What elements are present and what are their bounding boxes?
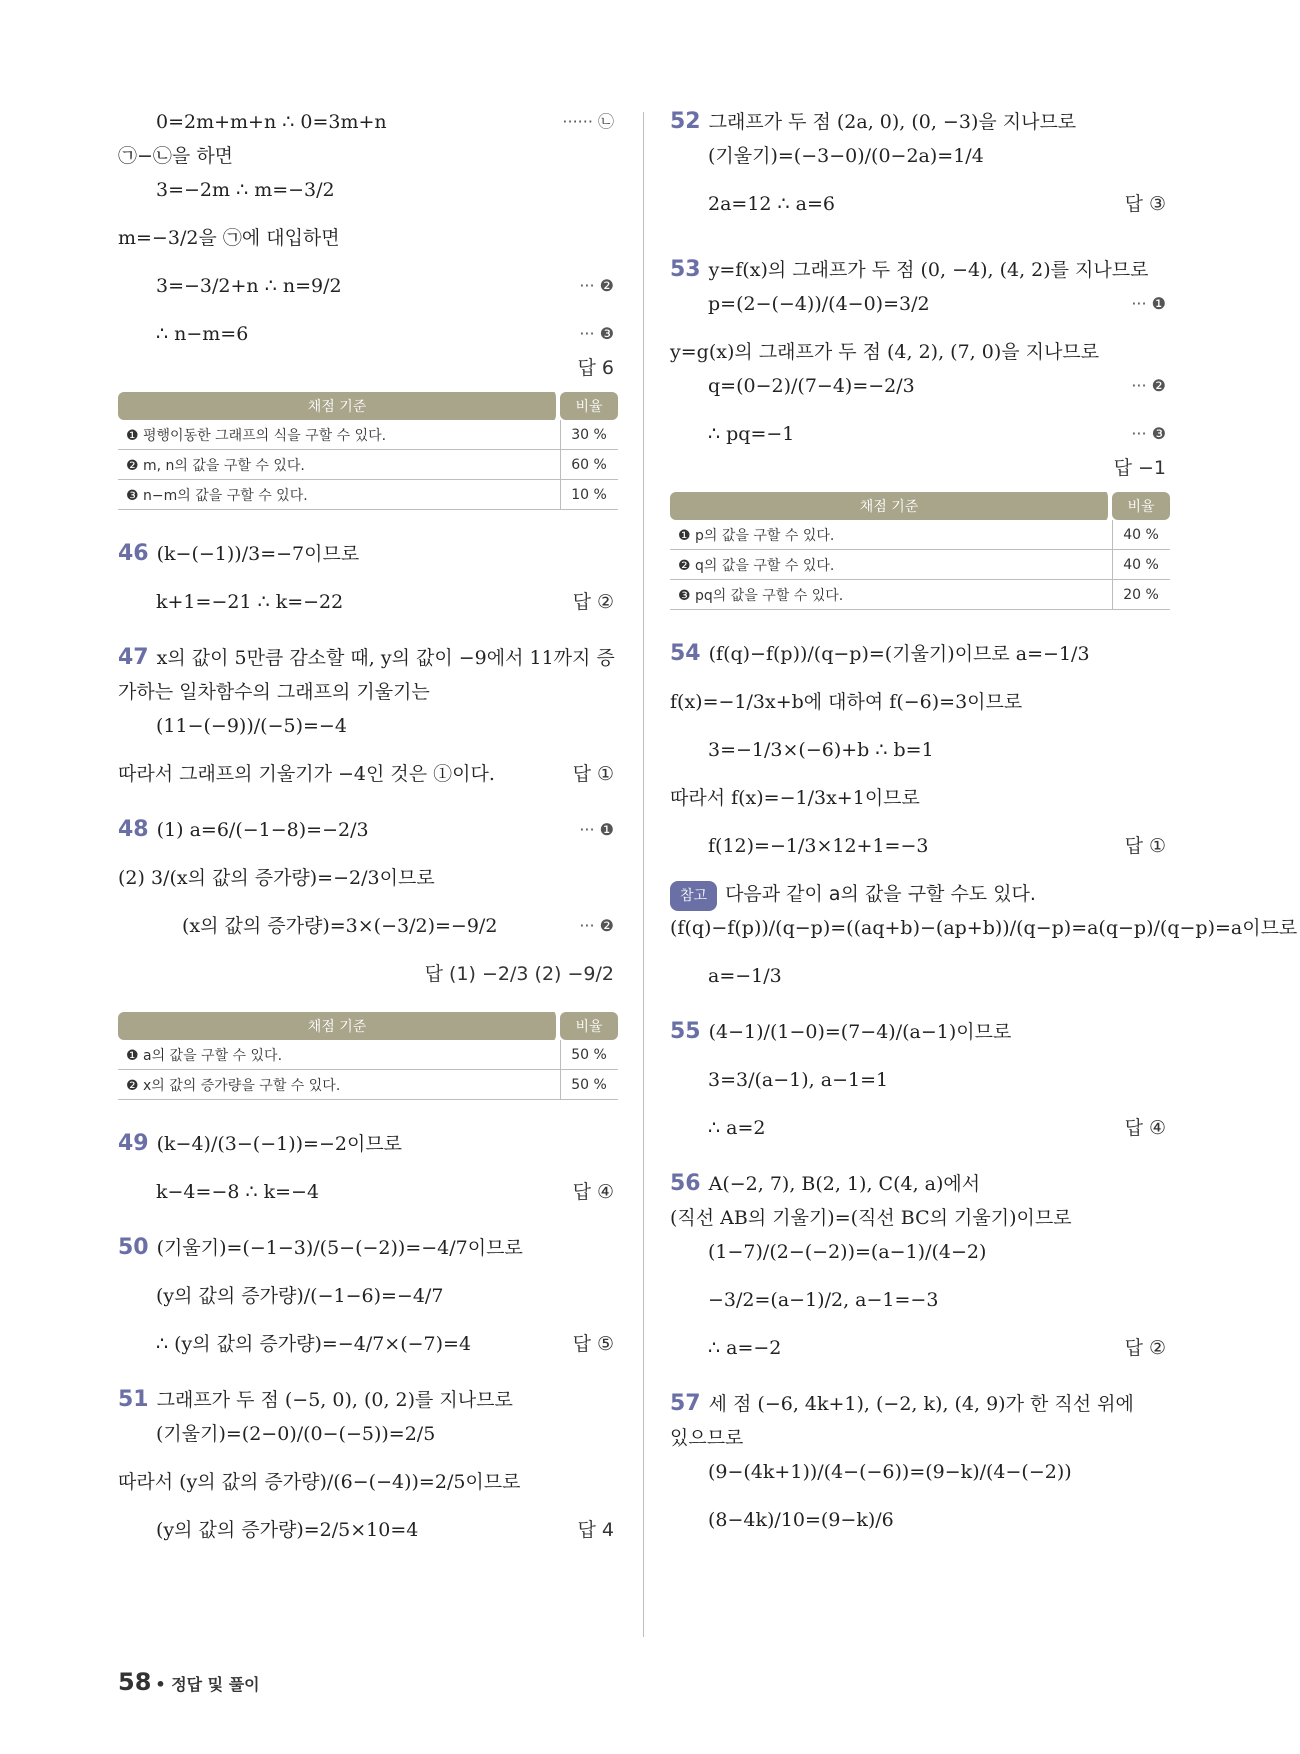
- table-row: ❷ m, n의 값을 구할 수 있다. 60 %: [118, 450, 618, 480]
- table-header: 비율: [560, 392, 618, 420]
- table-row: ❸ pq의 값을 구할 수 있다. 20 %: [670, 580, 1170, 610]
- answer-badge: 답 4: [577, 1519, 614, 1541]
- eq-line: ∴ pq=−1: [708, 423, 795, 445]
- problem-number: 53: [670, 257, 701, 282]
- answer-badge: 답 ①: [572, 763, 614, 785]
- eq-line: 따라서 (y의 값의 증가량)/(6−(−4))=2/5이므로: [118, 1471, 521, 1493]
- text-line: 따라서 그래프의 기울기가 −4인 것은 ①이다.: [118, 763, 495, 785]
- problem-48: [118, 816, 618, 1008]
- text-line: 그래프가 두 점 (2a, 0), (0, −3)을 지나므로: [708, 111, 1077, 133]
- answer-badge: 답 ④: [572, 1181, 614, 1203]
- step-marker: ··· ❸: [579, 324, 614, 343]
- eq-line: (8−4k)/10=(9−k)/6: [708, 1509, 894, 1531]
- table-row: ❷ x의 값의 증가량을 구할 수 있다. 50 %: [118, 1070, 618, 1100]
- eq-line: 3=3/(a−1), a−1=1: [708, 1069, 889, 1091]
- scoring-table-3: [670, 492, 1170, 610]
- problem-47: [118, 644, 618, 794]
- problem-45-continued: [118, 108, 618, 388]
- eq-line: (기울기)=(−3−0)/(0−2a)=1/4: [708, 145, 984, 167]
- text-line: 그래프가 두 점 (−5, 0), (0, 2)를 지나므로: [156, 1389, 513, 1411]
- answer-badge: 답 ⑤: [572, 1333, 614, 1355]
- eq-line: ∴ a=−2: [708, 1337, 782, 1359]
- scoring-table-2: [118, 1012, 618, 1100]
- problem-52: [670, 108, 1170, 224]
- eq-line: 2a=12 ∴ a=6: [708, 193, 836, 215]
- problem-50: [118, 1234, 618, 1364]
- problem-55: [670, 1018, 1170, 1148]
- table-header: 채점 기준: [670, 492, 1112, 520]
- column-divider: [643, 112, 644, 1637]
- table-row: ❶ a의 값을 구할 수 있다. 50 %: [118, 1040, 618, 1070]
- problem-number: 51: [118, 1387, 149, 1412]
- text-line: (직선 AB의 기울기)=(직선 BC의 기울기)이므로: [670, 1207, 1072, 1229]
- answer-badge: 답 −1: [1113, 457, 1166, 479]
- eq-line: (11−(−9))/(−5)=−4: [156, 715, 347, 737]
- text-line: 있으므로: [670, 1427, 744, 1449]
- note-text: 다음과 같이 a의 값을 구할 수도 있다.: [725, 883, 1036, 905]
- eq-line: k+1=−21 ∴ k=−22: [156, 591, 344, 613]
- step-marker: ··· ❸: [1131, 424, 1166, 443]
- problem-56: [670, 1170, 1170, 1368]
- answer-badge: 답 ①: [1124, 835, 1166, 857]
- text-line: 세 점 (−6, 4k+1), (−2, k), (4, 9)가 한 직선 위에: [708, 1393, 1134, 1415]
- eq-line: −3/2=(a−1)/2, a−1=−3: [708, 1289, 939, 1311]
- problem-number: 48: [118, 817, 149, 842]
- problem-number: 52: [670, 109, 701, 134]
- footer-label: • 정답 및 풀이: [155, 1675, 260, 1694]
- eq-line: q=(0−2)/(7−4)=−2/3: [708, 375, 915, 397]
- page-number: 58: [118, 1668, 152, 1696]
- eq-line: 3=−3/2+n ∴ n=9/2: [156, 275, 342, 297]
- problem-number: 56: [670, 1171, 701, 1196]
- text-line: 가하는 일차함수의 그래프의 기울기는: [118, 681, 430, 703]
- eq-line: (f(q)−f(p))/(q−p)=(기울기)이므로 a=−1/3: [708, 643, 1090, 665]
- left-column: [118, 108, 618, 1550]
- problem-53: [670, 256, 1170, 488]
- eq-line: (y의 값의 증가량)/(−1−6)=−4/7: [156, 1285, 444, 1307]
- problem-number: 57: [670, 1391, 701, 1416]
- problem-51: [118, 1386, 618, 1550]
- scoring-table-1: [118, 392, 618, 510]
- problem-number: 47: [118, 645, 149, 670]
- answer-badge: 답 ②: [572, 591, 614, 613]
- problem-number: 54: [670, 641, 701, 666]
- eq-line: (9−(4k+1))/(4−(−6))=(9−k)/(4−(−2)): [708, 1461, 1072, 1483]
- eq-line: ∴ (y의 값의 증가량)=−4/7×(−7)=4: [156, 1333, 472, 1355]
- text-line: y=g(x)의 그래프가 두 점 (4, 2), (7, 0)을 지나므로: [670, 341, 1100, 363]
- answer-badge: 답 ②: [1124, 1337, 1166, 1359]
- eq-line: 따라서 f(x)=−1/3x+1이므로: [670, 787, 920, 809]
- eq-line: ∴ a=2: [708, 1117, 766, 1139]
- text-line: A(−2, 7), B(2, 1), C(4, a)에서: [708, 1173, 981, 1195]
- note-badge: 참고: [670, 881, 717, 911]
- eq-line: p=(2−(−4))/(4−0)=3/2: [708, 293, 930, 315]
- table-header: 채점 기준: [118, 1012, 560, 1040]
- step-marker: ··· ❷: [579, 276, 614, 295]
- eq-line: a=−1/3: [708, 965, 782, 987]
- eq-line: 0=2m+m+n ∴ 0=3m+n: [156, 111, 387, 133]
- step-marker: ··· ❷: [579, 916, 614, 935]
- problem-57: [670, 1390, 1170, 1554]
- problem-number: 49: [118, 1131, 149, 1156]
- eq-line: (기울기)=(−1−3)/(5−(−2))=−4/7이므로: [156, 1237, 523, 1259]
- answer-badge: 답 ③: [1124, 193, 1166, 215]
- text-line: ㉠−㉡을 하면: [118, 145, 234, 167]
- problem-54: [670, 640, 1298, 996]
- eq-line: 3=−2m ∴ m=−3/2: [156, 179, 335, 201]
- answer-badge: 답 (1) −2/3 (2) −9/2: [424, 963, 614, 985]
- right-column: [670, 108, 1298, 1554]
- text-line: x의 값이 5만큼 감소할 때, y의 값이 −9에서 11까지 증: [156, 647, 615, 669]
- page-footer: [118, 1668, 260, 1696]
- eq-line: (x의 값의 증가량)=3×(−3/2)=−9/2: [182, 915, 498, 937]
- eq-line: (2) 3/(x의 값의 증가량)=−2/3이므로: [118, 867, 435, 889]
- problem-number: 50: [118, 1235, 149, 1260]
- eq-line: (1−7)/(2−(−2))=(a−1)/(4−2): [708, 1241, 987, 1263]
- problem-49: [118, 1130, 618, 1212]
- table-header: 비율: [560, 1012, 618, 1040]
- answer-badge: 답 6: [577, 357, 614, 379]
- eq-line: f(12)=−1/3×12+1=−3: [708, 835, 929, 857]
- table-row: ❶ p의 값을 구할 수 있다. 40 %: [670, 520, 1170, 550]
- step-marker: ··· ❷: [1131, 376, 1166, 395]
- eq-line: 3=−1/3×(−6)+b ∴ b=1: [708, 739, 934, 761]
- eq-line: (기울기)=(2−0)/(0−(−5))=2/5: [156, 1423, 436, 1445]
- step-marker: ··· ❶: [1131, 294, 1166, 313]
- eq-line: k−4=−8 ∴ k=−4: [156, 1181, 320, 1203]
- eq-line: (k−(−1))/3=−7이므로: [156, 543, 360, 565]
- eq-line: f(x)=−1/3x+b에 대하여 f(−6)=3이므로: [670, 691, 1023, 713]
- table-row: ❷ q의 값을 구할 수 있다. 40 %: [670, 550, 1170, 580]
- text-line: m=−3/2을 ㉠에 대입하면: [118, 227, 340, 249]
- step-marker: ··· ❶: [579, 820, 614, 839]
- problem-number: 46: [118, 541, 149, 566]
- table-header: 채점 기준: [118, 392, 560, 420]
- table-header: 비율: [1112, 492, 1170, 520]
- eq-line: (y의 값의 증가량)=2/5×10=4: [156, 1519, 419, 1541]
- step-marker: ······ ㉡: [562, 112, 614, 131]
- problem-46: [118, 540, 618, 622]
- eq-line: (1) a=6/(−1−8)=−2/3: [156, 819, 369, 841]
- table-row: ❸ n−m의 값을 구할 수 있다. 10 %: [118, 480, 618, 510]
- table-row: ❶ 평행이동한 그래프의 식을 구할 수 있다. 30 %: [118, 420, 618, 450]
- text-line: y=f(x)의 그래프가 두 점 (0, −4), (4, 2)를 지나므로: [708, 259, 1149, 281]
- answer-badge: 답 ④: [1124, 1117, 1166, 1139]
- eq-line: (4−1)/(1−0)=(7−4)/(a−1)이므로: [708, 1021, 1012, 1043]
- eq-line: ∴ n−m=6: [156, 323, 249, 345]
- problem-number: 55: [670, 1019, 701, 1044]
- eq-line: (k−4)/(3−(−1))=−2이므로: [156, 1133, 403, 1155]
- eq-line: (f(q)−f(p))/(q−p)=((aq+b)−(ap+b))/(q−p)=a(q−p)/(q−p)=a이므로: [670, 917, 1298, 939]
